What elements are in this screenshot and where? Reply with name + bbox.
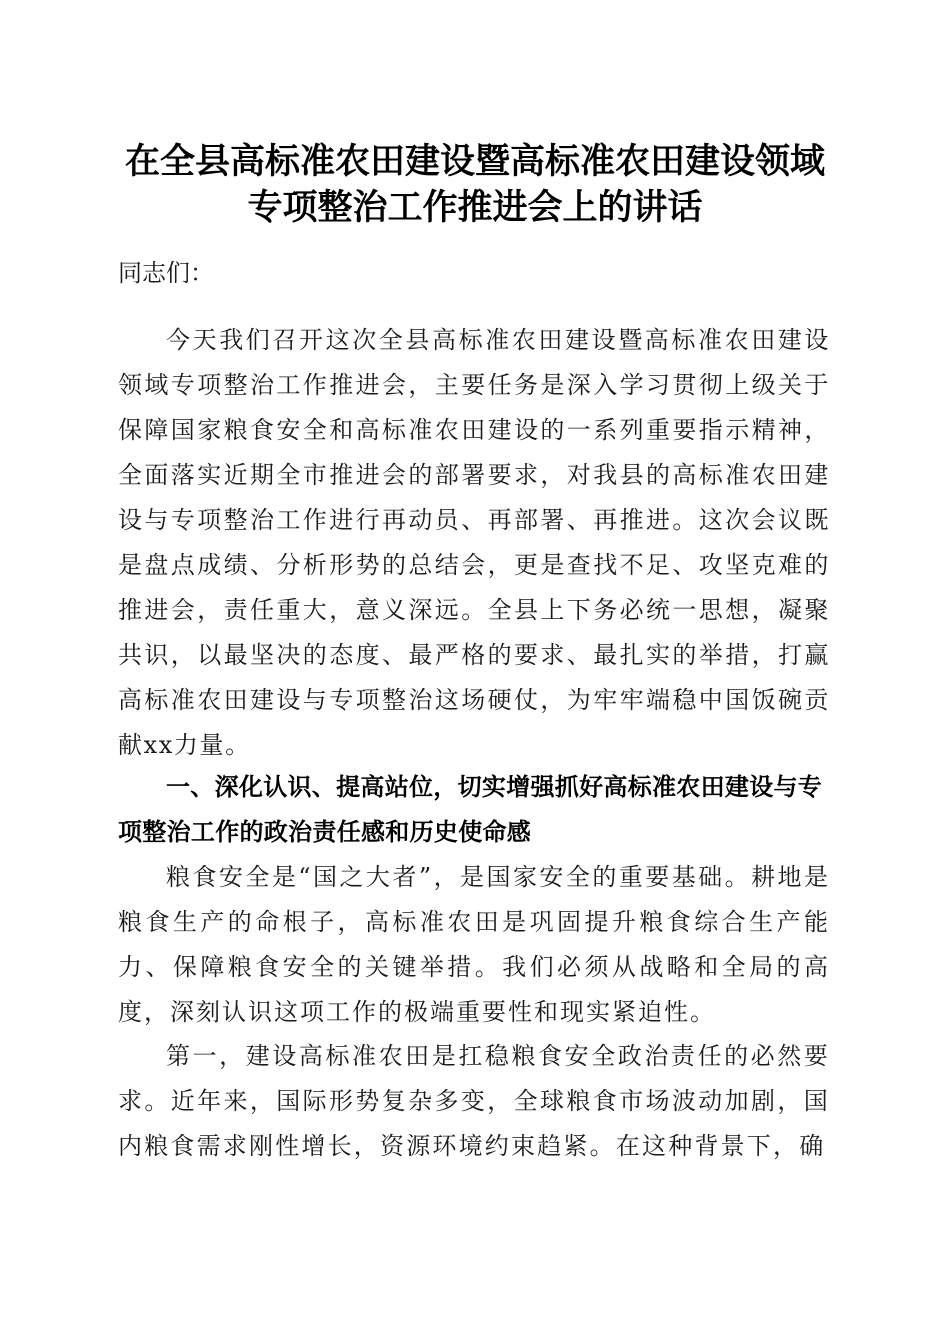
salutation: 同志们：: [118, 259, 214, 287]
paragraph-food-security: 粮食安全是“国之大者”，是国家安全的重要基础。耕地是粮食生产的命根子，高标准农田是巩固提升粮食综合生产能力、保障粮食安全的关键举措。我们必须从战略和全局的高度，深刻认识这项工作的极端重要性和现实紧迫性。: [118, 863, 830, 1026]
paragraph-first-point: 第一，建设高标准农田是扛稳粮食安全政治责任的必然要求。近年来，国际形势复杂多变，全球粮食市场波动加剧，国内粮食需求刚性增长，资源环境约束趋紧。在这种背景下，确: [118, 1042, 830, 1160]
section-heading-1: 一、深化认识、提高站位，切实增强抓好高标准农田建设与专项整治工作的政治责任感和历史使命感: [118, 773, 823, 846]
paragraph-intro: 今天我们召开这次全县高标准农田建设暨高标准农田建设领域专项整治工作推进会，主要任务是深入学习贯彻上级关于保障国家粮食安全和高标准农田建设的一系列重要指示精神，全面落实近期全市推进会的部署要求，对我县的高标准农田建设与专项整治工作进行再动员、再部署、再推进。这次会议既是盘点成绩、分析形势的总结会，更是查找不足、攻坚克难的推进会，责任重大，意义深远。全县上下务必统一思想，凝聚共识，以最坚决的态度、最严格的要求、最扎实的举措，打赢高标准农田建设与专项整治这场硬仗，为牢牢端稳中国饭碗贡献xx力量。: [118, 326, 830, 759]
document-title-line-1: 在全县高标准农田建设暨高标准农田建设领域: [124, 141, 825, 182]
document-title-line-2: 专项整治工作推进会上的讲话: [247, 187, 703, 228]
